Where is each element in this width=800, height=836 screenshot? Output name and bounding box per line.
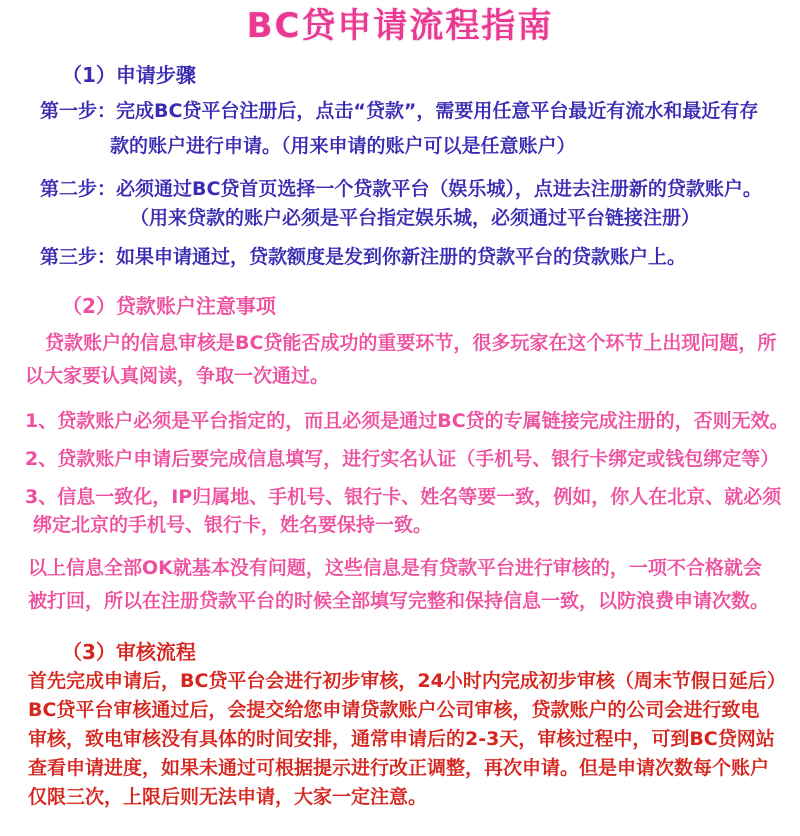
- section3-body-line3: 审核，致电审核没有具体的时间安排，通常申请后的2-3天，审核过程中，可到BC贷网站: [28, 728, 775, 750]
- section2-intro-line2: 以大家要认真阅读，争取一次通过。: [25, 365, 330, 387]
- section2-item3-line1: 3、信息一致化，IP归属地、手机号、银行卡、姓名等要一致，例如，你人在北京、就必须: [25, 486, 782, 508]
- step1-line1: 第一步：完成BC贷平台注册后，点击“贷款”，需要用任意平台最近有流水和最近有存: [40, 100, 759, 122]
- step2-line2: （用来贷款的账户必须是平台指定娱乐城，必须通过平台链接注册）: [130, 207, 701, 229]
- section1-heading: （1）申请步骤: [62, 63, 196, 87]
- section2-summary-line1: 以上信息全部OK就基本没有问题，这些信息是有贷款平台进行审核的，一项不合格就会: [28, 557, 762, 579]
- section3-body-line1: 首先完成申请后，BC贷平台会进行初步审核，24小时内完成初步审核（周末节假日延后）: [28, 670, 786, 692]
- section3-body-line2: BC贷平台审核通过后，会提交给您申请贷款账户公司审核，贷款账户的公司会进行致电: [28, 699, 760, 721]
- section2-item1: 1、贷款账户必须是平台指定的，而且必须是通过BC贷的专属链接完成注册的，否则无效。: [25, 410, 789, 432]
- section2-summary-line2: 被打回，所以在注册贷款平台的时候全部填写完整和保持信息一致，以防浪费申请次数。: [28, 590, 770, 612]
- step2-line1: 第二步：必须通过BC贷首页选择一个贷款平台（娱乐城），点进去注册新的贷款账户。: [40, 178, 762, 200]
- section2-item2: 2、贷款账户申请后要完成信息填写，进行实名认证（手机号、银行卡绑定或钱包绑定等）: [25, 448, 780, 470]
- section3-body-line4: 查看申请进度，如果未通过可根据提示进行改正调整，再次申请。但是申请次数每个账户: [28, 757, 770, 779]
- document-page: [0, 4, 800, 836]
- page-title: BC贷申请流程指南: [246, 6, 554, 46]
- section2-intro-line1: 贷款账户的信息审核是BC贷能否成功的重要环节，很多玩家在这个环节上出现问题，所: [45, 332, 777, 354]
- section2-item3-line2: 绑定北京的手机号、银行卡，姓名要保持一致。: [33, 514, 433, 536]
- step1-line2: 款的账户进行申请。（用来申请的账户可以是任意账户）: [110, 135, 576, 157]
- section3-body-line5: 仅限三次，上限后则无法申请，大家一定注意。: [28, 786, 428, 808]
- step3-line: 第三步：如果申请通过，贷款额度是发到你新注册的贷款平台的贷款账户上。: [40, 246, 687, 268]
- section3-heading: （3）审核流程: [62, 640, 196, 664]
- section2-heading: （2）贷款账户注意事项: [62, 294, 276, 318]
